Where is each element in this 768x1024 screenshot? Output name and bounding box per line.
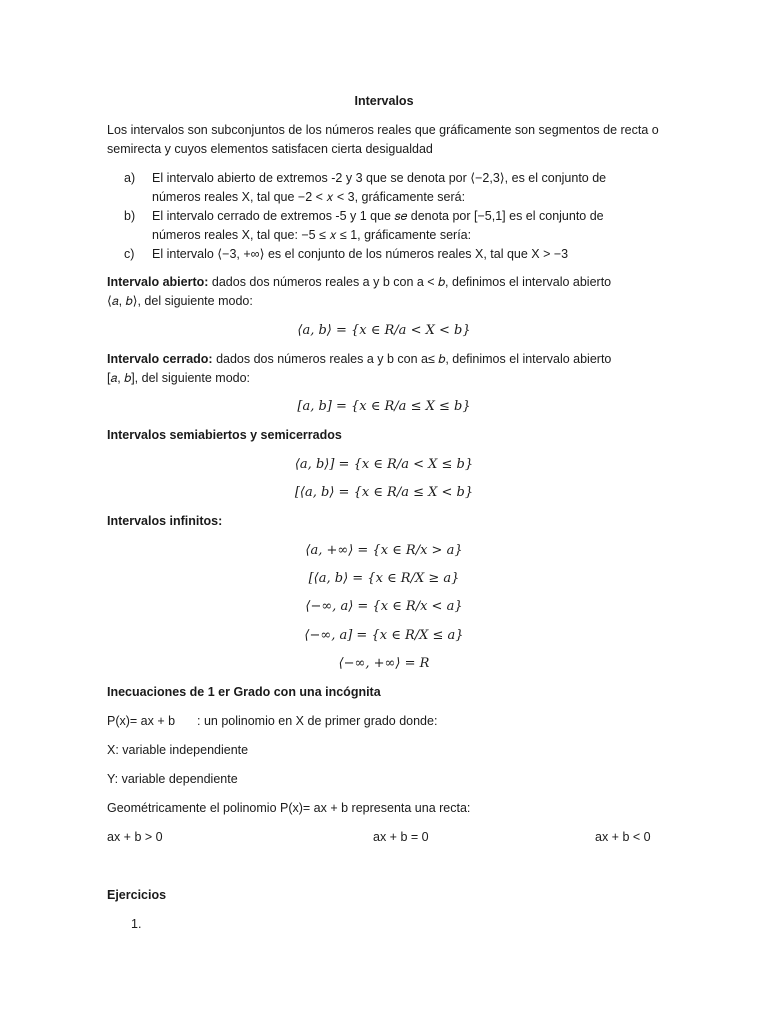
case-zero: ax + b = 0 xyxy=(373,830,429,844)
list-text-b-1: El intervalo cerrado de extremos -5 y 1 que 𝑠𝑒 denota por [−5,1] es el conjunto de xyxy=(152,209,604,223)
abierto-formula: ⟨a, b⟩ = {x ∈ R/a < X < b} xyxy=(297,323,471,338)
page-title: Intervalos xyxy=(354,94,414,108)
y-variable: Y: variable dependiente xyxy=(107,772,238,786)
cerrado-heading: Intervalo cerrado: xyxy=(107,352,213,366)
list-label-c: c) xyxy=(124,247,135,261)
list-label-b: b) xyxy=(124,209,136,223)
cerrado-line-1: dados dos números reales a y b con a≤ 𝑏, definimos el intervalo abierto xyxy=(212,352,612,366)
px-definition-right: : un polinomio en X de primer grado donde: xyxy=(197,714,438,728)
abierto-line-2: ⟨𝑎, 𝑏⟩, del siguiente modo: xyxy=(107,294,253,308)
cerrado-line-2: [𝑎, 𝑏], del siguiente modo: xyxy=(107,371,251,385)
infinitos-formula-2: [⟨a, b⟩ = {x ∈ R/X ≥ a} xyxy=(308,571,460,586)
infinitos-formula-3: ⟨−∞, a⟩ = {x ∈ R/x < a} xyxy=(305,599,463,614)
intro-line-1: Los intervalos son subconjuntos de los números reales que gráficamente son segmentos de recta o xyxy=(107,123,659,137)
case-positive: ax + b > 0 xyxy=(107,830,163,844)
intro-line-2: semirecta y cuyos elementos satisfacen cierta desigualdad xyxy=(107,142,433,156)
infinitos-formula-1: ⟨a, +∞⟩ = {x ∈ R/x > a} xyxy=(305,543,463,558)
semi-formula-2: [⟨a, b⟩ = {x ∈ R/a ≤ X < b} xyxy=(294,485,474,500)
case-negative: ax + b < 0 xyxy=(595,830,651,844)
x-variable: X: variable independiente xyxy=(107,743,249,757)
list-text-c-1: El intervalo ⟨−3, +∞⟩ es el conjunto de los números reales X, tal que X > −3 xyxy=(152,247,569,261)
ejercicios-heading: Ejercicios xyxy=(107,888,167,902)
infinitos-heading: Intervalos infinitos: xyxy=(107,514,223,528)
semi-heading: Intervalos semiabiertos y semicerrados xyxy=(107,428,342,442)
abierto-heading: Intervalo abierto: xyxy=(107,275,209,289)
abierto-paragraph xyxy=(107,273,611,292)
list-text-b-2: números reales X, tal que: −5 ≤ 𝑥 ≤ 1, gráficamente sería: xyxy=(152,228,472,242)
geometric-line: Geométricamente el polinomio P(x)= ax + b representa una recta: xyxy=(107,801,471,815)
list-text-a-2: números reales X, tal que −2 < 𝑥 < 3, gráficamente será: xyxy=(152,190,466,204)
list-text-a-1: El intervalo abierto de extremos -2 y 3 que se denota por ⟨−2,3⟩, es el conjunto de xyxy=(152,171,607,185)
semi-formula-1: ⟨a, b⟩] = {x ∈ R/a < X ≤ b} xyxy=(294,457,474,472)
cerrado-formula: [a, b] = {x ∈ R/a ≤ X ≤ b} xyxy=(297,399,471,414)
px-definition-left: P(x)= ax + b xyxy=(107,714,176,728)
abierto-line-1: dados dos números reales a y b con a < 𝑏, definimos el intervalo abierto xyxy=(208,275,612,289)
ejercicio-item-1: 1. xyxy=(131,917,142,931)
list-label-a: a) xyxy=(124,171,136,185)
cerrado-paragraph xyxy=(107,350,611,369)
infinitos-formula-5: ⟨−∞, +∞⟩ = R xyxy=(338,656,430,671)
infinitos-formula-4: ⟨−∞, a] = {x ∈ R/X ≤ a} xyxy=(304,628,464,643)
inecuaciones-heading: Inecuaciones de 1 er Grado con una incógnita xyxy=(107,685,381,699)
